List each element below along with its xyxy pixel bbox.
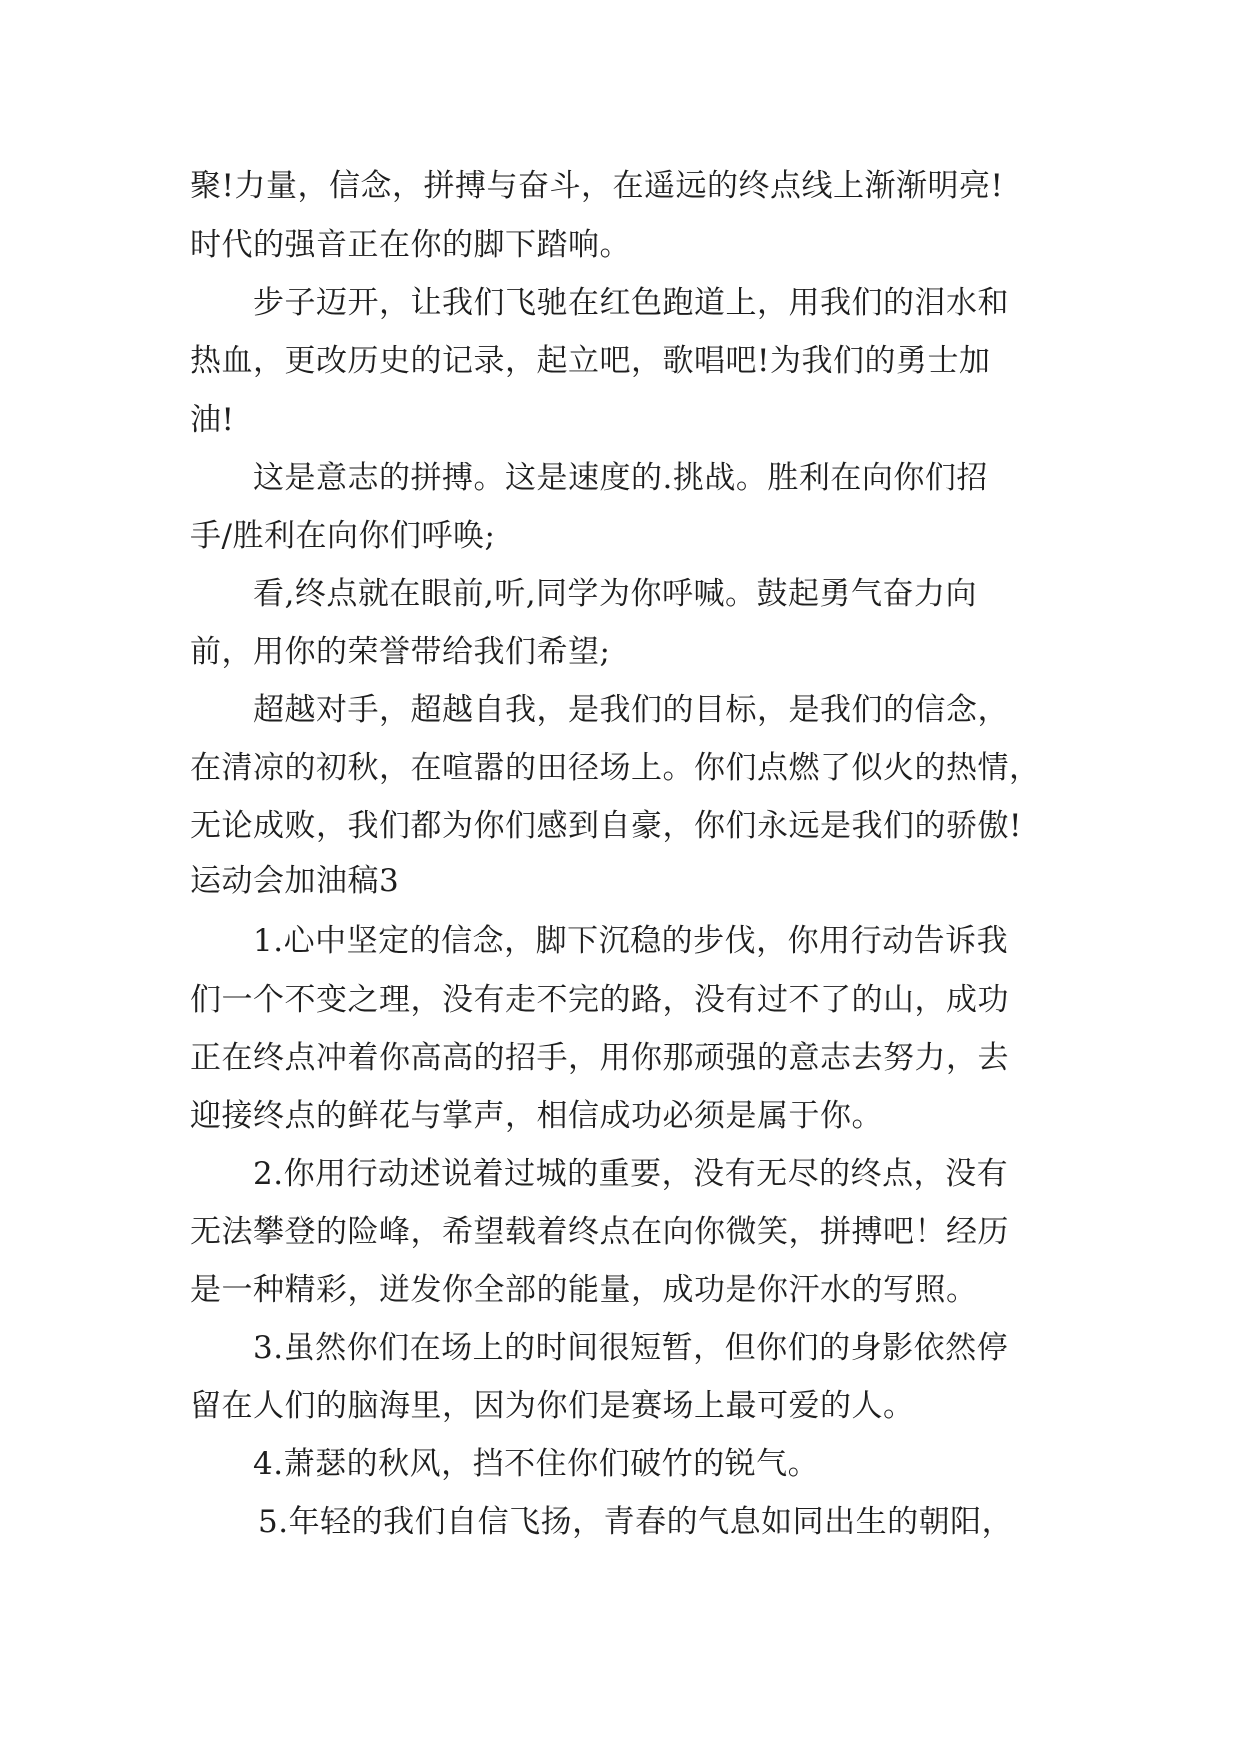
text-line: 1.心中坚定的信念，脚下沉稳的步伐，你用行动告诉我 — [253, 923, 1009, 959]
text-line: 们一个不变之理，没有走不完的路，没有过不了的山，成功 — [190, 982, 1009, 1018]
text-line: 步子迈开，让我们飞驰在红色跑道上，用我们的泪水和 — [253, 285, 1009, 321]
text-line: 留在人们的脑海里，因为你们是赛场上最可爱的人。 — [190, 1388, 915, 1424]
text-line: 前，用你的荣誉带给我们希望; — [190, 634, 611, 670]
text-line: 热血，更改历史的记录，起立吧，歌唱吧!为我们的勇士加 — [190, 343, 991, 379]
text-line: 这是意志的拼搏。这是速度的.挑战。胜利在向你们招 — [253, 460, 988, 496]
text-line: 超越对手，超越自我，是我们的目标，是我们的信念， — [253, 692, 1009, 728]
text-line: 4.萧瑟的秋风，挡不住你们破竹的锐气。 — [253, 1446, 820, 1482]
text-line: 是一种精彩，迸发你全部的能量，成功是你汗水的写照。 — [190, 1272, 978, 1308]
text-line: 油! — [190, 402, 235, 438]
section-title: 运动会加油稿3 — [190, 863, 400, 899]
text-line: 正在终点冲着你高高的招手，用你那顽强的意志去努力，去 — [190, 1040, 1009, 1076]
text-line: 无法攀登的险峰，希望载着终点在向你微笑，拼搏吧！经历 — [190, 1214, 1009, 1250]
text-line: 手/胜利在向你们呼唤; — [190, 518, 496, 554]
text-line: 5.年轻的我们自信飞扬，青春的气息如同出生的朝阳， — [258, 1504, 1014, 1540]
text-line: 2.你用行动述说着过城的重要，没有无尽的终点，没有 — [253, 1156, 1009, 1192]
text-line: 看,终点就在眼前,听,同学为你呼喊。鼓起勇气奋力向 — [253, 576, 978, 612]
text-line: 无论成败，我们都为你们感到自豪，你们永远是我们的骄傲! — [190, 808, 1022, 844]
text-line: 迎接终点的鲜花与掌声，相信成功必须是属于你。 — [190, 1098, 883, 1134]
text-line: 在清凉的初秋，在喧嚣的田径场上。你们点燃了似火的热情， — [190, 750, 1041, 786]
text-line: 聚!力量，信念，拼搏与奋斗，在遥远的终点线上渐渐明亮! — [190, 168, 1004, 204]
text-line: 时代的强音正在你的脚下踏响。 — [190, 227, 631, 263]
text-line: 3.虽然你们在场上的时间很短暂，但你们的身影依然停 — [253, 1330, 1009, 1366]
